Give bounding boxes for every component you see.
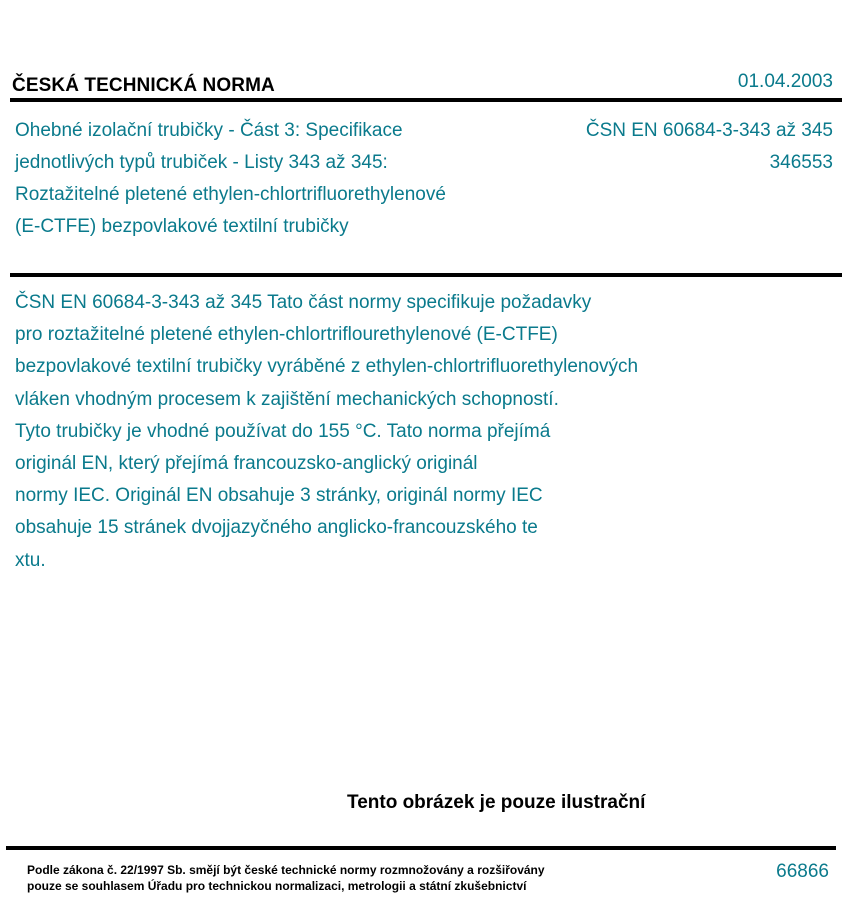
standard-title-line: Ohebné izolační trubičky - Část 3: Specifikace <box>15 120 403 141</box>
abstract-line: ČSN EN 60684-3-343 až 345 Tato část normy specifikuje požadavky <box>15 292 592 313</box>
standard-designation: ČSN EN 60684-3-343 až 345 <box>585 120 833 141</box>
standard-title-line: Roztažitelné pletené ethylen-chlortrifluorethylenové <box>15 184 446 205</box>
legal-notice-line: Podle zákona č. 22/1997 Sb. smějí být české technické normy rozmnožovány a rozšiřovány <box>27 863 545 877</box>
abstract-text <box>15 287 775 577</box>
abstract-line: obsahuje 15 stránek dvojjazyčného anglicko-francouzského te <box>15 517 538 539</box>
standard-title-line: (E-CTFE) bezpovlakové textilní trubičky <box>15 216 349 237</box>
standard-title <box>15 115 535 243</box>
standard-title-line: jednotlivých typů trubiček - Listy 343 až 345: <box>15 152 388 173</box>
legal-notice <box>27 862 545 894</box>
abstract-line: Tyto trubičky je vhodné používat do 155 °C. Tato norma přejímá <box>15 420 551 442</box>
abstract-line: xtu. <box>15 549 46 571</box>
standard-designation-block <box>586 115 833 179</box>
legal-notice-line: pouze se souhlasem Úřadu pro technickou normalizaci, metrologii a státní zkušebnictví <box>27 879 527 893</box>
illustration-disclaimer: Tento obrázek je pouze ilustrační <box>347 792 646 813</box>
publication-date: 01.04.2003 <box>737 71 833 92</box>
abstract-line: bezpovlakové textilní trubičky vyráběné z ethylen-chlortrifluorethylenových <box>15 356 639 378</box>
abstract-line: normy IEC. Originál EN obsahuje 3 stránky, originál normy IEC <box>15 485 543 507</box>
header-divider <box>10 98 842 102</box>
section-divider <box>10 273 842 277</box>
document-type-title: ČESKÁ TECHNICKÁ NORMA <box>12 75 275 96</box>
abstract-line: originál EN, který přejímá francouzsko-anglický originál <box>15 453 478 475</box>
footer-divider <box>6 846 836 850</box>
abstract-line: pro roztažitelné pletené ethylen-chlortriflourethylenové (E-CTFE) <box>15 324 558 346</box>
catalog-number: 346553 <box>769 152 833 173</box>
document-code: 66866 <box>776 861 829 882</box>
abstract-line: vláken vhodným procesem k zajištění mechanických schopností. <box>15 388 559 410</box>
